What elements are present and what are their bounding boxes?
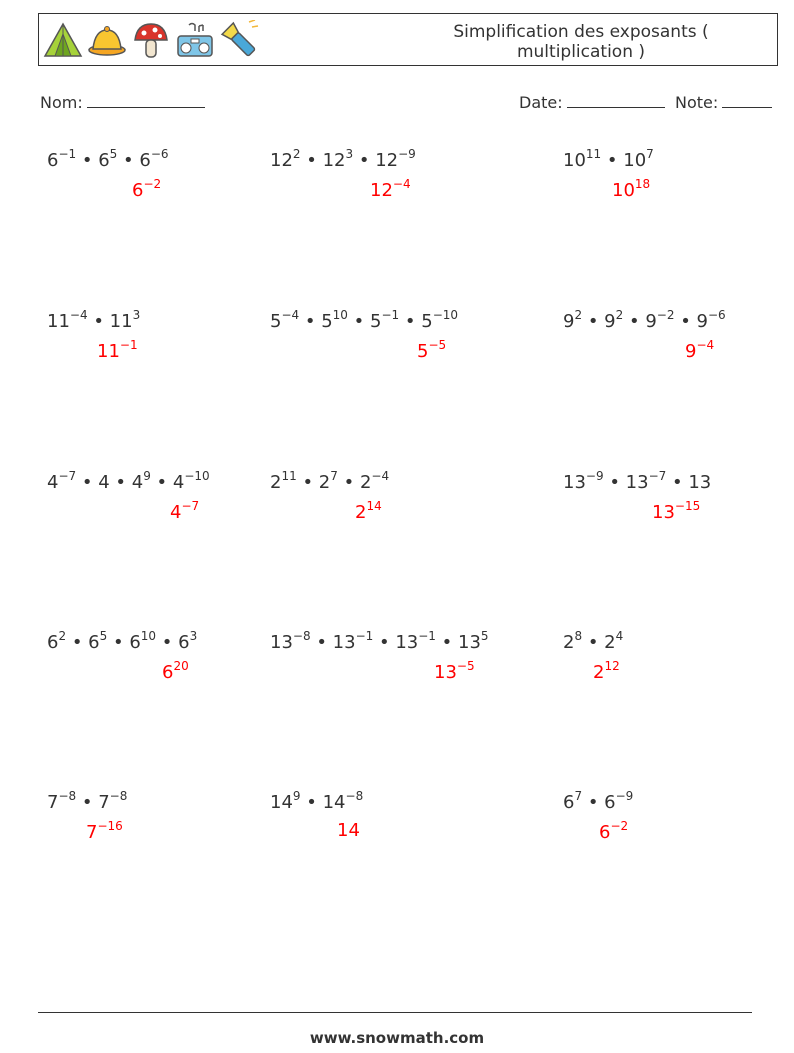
answer bbox=[86, 820, 123, 843]
base: 2 bbox=[604, 632, 616, 653]
exponent: −1 bbox=[119, 338, 138, 352]
exponent: −7 bbox=[181, 499, 200, 513]
problem-expression bbox=[47, 148, 169, 171]
exponent: −6 bbox=[150, 147, 169, 161]
exponent: 4 bbox=[615, 629, 624, 643]
multiply-dot: • bbox=[300, 792, 323, 813]
multiply-dot: • bbox=[399, 311, 422, 332]
grade-line[interactable] bbox=[722, 93, 772, 108]
base: 13 bbox=[563, 472, 586, 493]
problem-expression bbox=[47, 470, 210, 493]
answer bbox=[612, 178, 650, 201]
tent-icon bbox=[43, 20, 83, 62]
exponent: −1 bbox=[418, 629, 436, 643]
base: 9 bbox=[604, 311, 616, 332]
answer bbox=[370, 178, 411, 201]
base: 6 bbox=[563, 792, 575, 813]
base: 12 bbox=[270, 150, 293, 171]
exponent: 5 bbox=[109, 147, 118, 161]
grade-field[interactable] bbox=[675, 93, 772, 112]
exponent: −10 bbox=[184, 469, 210, 483]
base: 13 bbox=[625, 472, 649, 493]
exponent: −4 bbox=[371, 469, 390, 483]
exponent: 20 bbox=[173, 659, 189, 673]
exponent: 3 bbox=[132, 308, 141, 322]
exponent: 7 bbox=[574, 789, 583, 803]
exponent: −9 bbox=[615, 789, 634, 803]
date-field[interactable] bbox=[519, 93, 665, 112]
exponent: −8 bbox=[292, 629, 311, 643]
problem-expression bbox=[47, 630, 197, 653]
multiply-dot: • bbox=[299, 311, 322, 332]
name-label: Nom: bbox=[40, 93, 83, 112]
base: 5 bbox=[270, 311, 282, 332]
answer bbox=[434, 660, 475, 683]
base: 6 bbox=[604, 792, 616, 813]
multiply-dot: • bbox=[623, 311, 646, 332]
base: 7 bbox=[98, 792, 110, 813]
exponent: 14 bbox=[366, 499, 382, 513]
exponent: 10 bbox=[140, 629, 157, 643]
base: 12 bbox=[322, 150, 346, 171]
base: 6 bbox=[98, 150, 110, 171]
multiply-dot: • bbox=[76, 472, 99, 493]
problem-expression bbox=[47, 790, 127, 813]
multiply-dot: • bbox=[337, 472, 360, 493]
multiply-dot: • bbox=[666, 472, 689, 493]
base: 7 bbox=[86, 822, 98, 843]
exponent: 2 bbox=[292, 147, 301, 161]
base: 6 bbox=[599, 822, 611, 843]
base: 10 bbox=[623, 150, 647, 171]
exponent: 8 bbox=[574, 629, 583, 643]
problem-expression bbox=[563, 630, 623, 653]
problem-expression bbox=[270, 790, 363, 813]
exponent: −4 bbox=[696, 338, 715, 352]
base: 4 bbox=[170, 502, 182, 523]
exponent: 2 bbox=[615, 308, 624, 322]
boombox-icon bbox=[175, 20, 215, 62]
footer-divider bbox=[38, 1012, 752, 1013]
multiply-dot: • bbox=[582, 792, 605, 813]
base: 12 bbox=[375, 150, 399, 171]
base: 7 bbox=[47, 792, 59, 813]
exponent: 18 bbox=[634, 177, 651, 191]
date-label: Date: bbox=[519, 93, 563, 112]
multiply-dot: • bbox=[300, 150, 323, 171]
multiply-dot: • bbox=[373, 632, 396, 653]
exponent: 5 bbox=[99, 629, 108, 643]
flashlight-icon bbox=[219, 20, 259, 62]
problem-expression bbox=[563, 790, 633, 813]
base: 4 bbox=[131, 472, 144, 493]
exponent: 12 bbox=[604, 659, 620, 673]
answer bbox=[652, 500, 700, 523]
answer bbox=[97, 339, 138, 362]
multiply-dot: • bbox=[66, 632, 89, 653]
base: 5 bbox=[370, 311, 382, 332]
base: 12 bbox=[370, 180, 393, 201]
answer bbox=[170, 500, 199, 523]
base: 9 bbox=[696, 311, 708, 332]
multiply-dot: • bbox=[674, 311, 697, 332]
base: 6 bbox=[47, 150, 59, 171]
multiply-dot: • bbox=[582, 311, 605, 332]
multiply-dot: • bbox=[435, 632, 459, 653]
exponent: 11 bbox=[585, 147, 602, 161]
answer bbox=[417, 339, 446, 362]
base: 4 bbox=[98, 472, 110, 493]
base: 2 bbox=[355, 502, 367, 523]
name-field[interactable] bbox=[40, 93, 205, 112]
base: 6 bbox=[139, 150, 151, 171]
exponent: −8 bbox=[345, 789, 364, 803]
base: 10 bbox=[612, 180, 635, 201]
exponent: −4 bbox=[69, 308, 88, 322]
base: 14 bbox=[270, 792, 293, 813]
base: 14 bbox=[322, 792, 346, 813]
multiply-dot: • bbox=[347, 311, 371, 332]
hard-hat-icon bbox=[87, 20, 127, 62]
exponent: 2 bbox=[58, 629, 67, 643]
base: 13 bbox=[434, 662, 457, 683]
answer bbox=[599, 820, 628, 843]
problem-expression bbox=[270, 309, 458, 332]
base: 9 bbox=[563, 311, 575, 332]
exponent: −1 bbox=[355, 629, 374, 643]
exponent: −7 bbox=[648, 469, 667, 483]
answer bbox=[355, 500, 382, 523]
base: 4 bbox=[47, 472, 59, 493]
exponent: −9 bbox=[398, 147, 416, 161]
exponent: 7 bbox=[330, 469, 338, 483]
exponent: 5 bbox=[480, 629, 489, 643]
exponent: −8 bbox=[58, 789, 77, 803]
problem-expression bbox=[563, 148, 654, 171]
base: 6 bbox=[129, 632, 141, 653]
base: 11 bbox=[97, 341, 120, 362]
base: 13 bbox=[458, 632, 481, 653]
multiply-dot: • bbox=[582, 632, 605, 653]
base: 14 bbox=[337, 820, 360, 841]
multiply-dot: • bbox=[156, 632, 179, 653]
base: 11 bbox=[47, 311, 70, 332]
exponent: 3 bbox=[345, 147, 354, 161]
base: 2 bbox=[318, 472, 331, 493]
exponent: −15 bbox=[674, 499, 701, 513]
exponent: 11 bbox=[281, 469, 297, 483]
exponent: −2 bbox=[143, 177, 162, 191]
exponent: −16 bbox=[97, 819, 123, 833]
multiply-dot: • bbox=[109, 472, 132, 493]
base: 11 bbox=[109, 311, 133, 332]
base: 2 bbox=[359, 472, 372, 493]
exponent: −2 bbox=[610, 819, 629, 833]
exponent: −9 bbox=[585, 469, 604, 483]
base: 9 bbox=[685, 341, 697, 362]
answer bbox=[337, 820, 360, 841]
exponent: −4 bbox=[281, 308, 300, 322]
exponent: −1 bbox=[381, 308, 400, 322]
exponent: 9 bbox=[143, 469, 151, 483]
base: 13 bbox=[395, 632, 419, 653]
multiply-dot: • bbox=[150, 472, 173, 493]
exponent: −6 bbox=[707, 308, 726, 322]
exponent: 9 bbox=[292, 789, 301, 803]
base: 2 bbox=[270, 472, 282, 493]
base: 6 bbox=[178, 632, 190, 653]
base: 13 bbox=[332, 632, 356, 653]
exponent: −2 bbox=[656, 308, 675, 322]
exponent: 2 bbox=[574, 308, 583, 322]
answer bbox=[162, 660, 189, 683]
base: 5 bbox=[417, 341, 429, 362]
base: 6 bbox=[162, 662, 174, 683]
multiply-dot: • bbox=[296, 472, 319, 493]
multiply-dot: • bbox=[76, 792, 99, 813]
problem-expression bbox=[563, 309, 726, 332]
base: 4 bbox=[172, 472, 185, 493]
base: 6 bbox=[47, 632, 59, 653]
multiply-dot: • bbox=[310, 632, 333, 653]
exponent: −5 bbox=[456, 659, 475, 673]
base: 5 bbox=[421, 311, 433, 332]
footer-url: www.snowmath.com bbox=[309, 1029, 485, 1047]
base: 9 bbox=[645, 311, 657, 332]
problem-expression bbox=[563, 470, 711, 493]
exponent: −4 bbox=[392, 177, 411, 191]
mushroom-icon bbox=[131, 20, 171, 62]
answer bbox=[593, 660, 620, 683]
exponent: −8 bbox=[109, 789, 128, 803]
base: 2 bbox=[593, 662, 605, 683]
answer bbox=[132, 178, 161, 201]
date-line[interactable] bbox=[567, 93, 665, 108]
exponent: −5 bbox=[428, 338, 447, 352]
base: 13 bbox=[688, 472, 712, 493]
base: 5 bbox=[321, 311, 333, 332]
exponent: −10 bbox=[432, 308, 459, 322]
base: 2 bbox=[563, 632, 575, 653]
problem-expression bbox=[270, 148, 416, 171]
multiply-dot: • bbox=[117, 150, 140, 171]
name-line[interactable] bbox=[87, 93, 205, 108]
multiply-dot: • bbox=[76, 150, 99, 171]
multiply-dot: • bbox=[107, 632, 130, 653]
problem-expression bbox=[270, 470, 389, 493]
multiply-dot: • bbox=[601, 150, 624, 171]
problem-expression bbox=[270, 630, 489, 653]
base: 6 bbox=[88, 632, 100, 653]
exponent: 7 bbox=[646, 147, 654, 161]
multiply-dot: • bbox=[87, 311, 110, 332]
worksheet-title: Simplification des exposants ( multiplication ) bbox=[453, 22, 709, 62]
exponent: 10 bbox=[332, 308, 348, 322]
multiply-dot: • bbox=[353, 150, 376, 171]
exponent: −1 bbox=[58, 147, 77, 161]
exponent: 3 bbox=[189, 629, 198, 643]
answer bbox=[685, 339, 714, 362]
worksheet-header bbox=[38, 13, 778, 66]
problem-expression bbox=[47, 309, 140, 332]
grade-label: Note: bbox=[675, 93, 719, 112]
exponent: −7 bbox=[58, 469, 77, 483]
base: 13 bbox=[270, 632, 293, 653]
header-icons bbox=[43, 20, 259, 62]
base: 13 bbox=[652, 502, 675, 523]
multiply-dot: • bbox=[603, 472, 626, 493]
base: 10 bbox=[563, 150, 586, 171]
base: 6 bbox=[132, 180, 144, 201]
